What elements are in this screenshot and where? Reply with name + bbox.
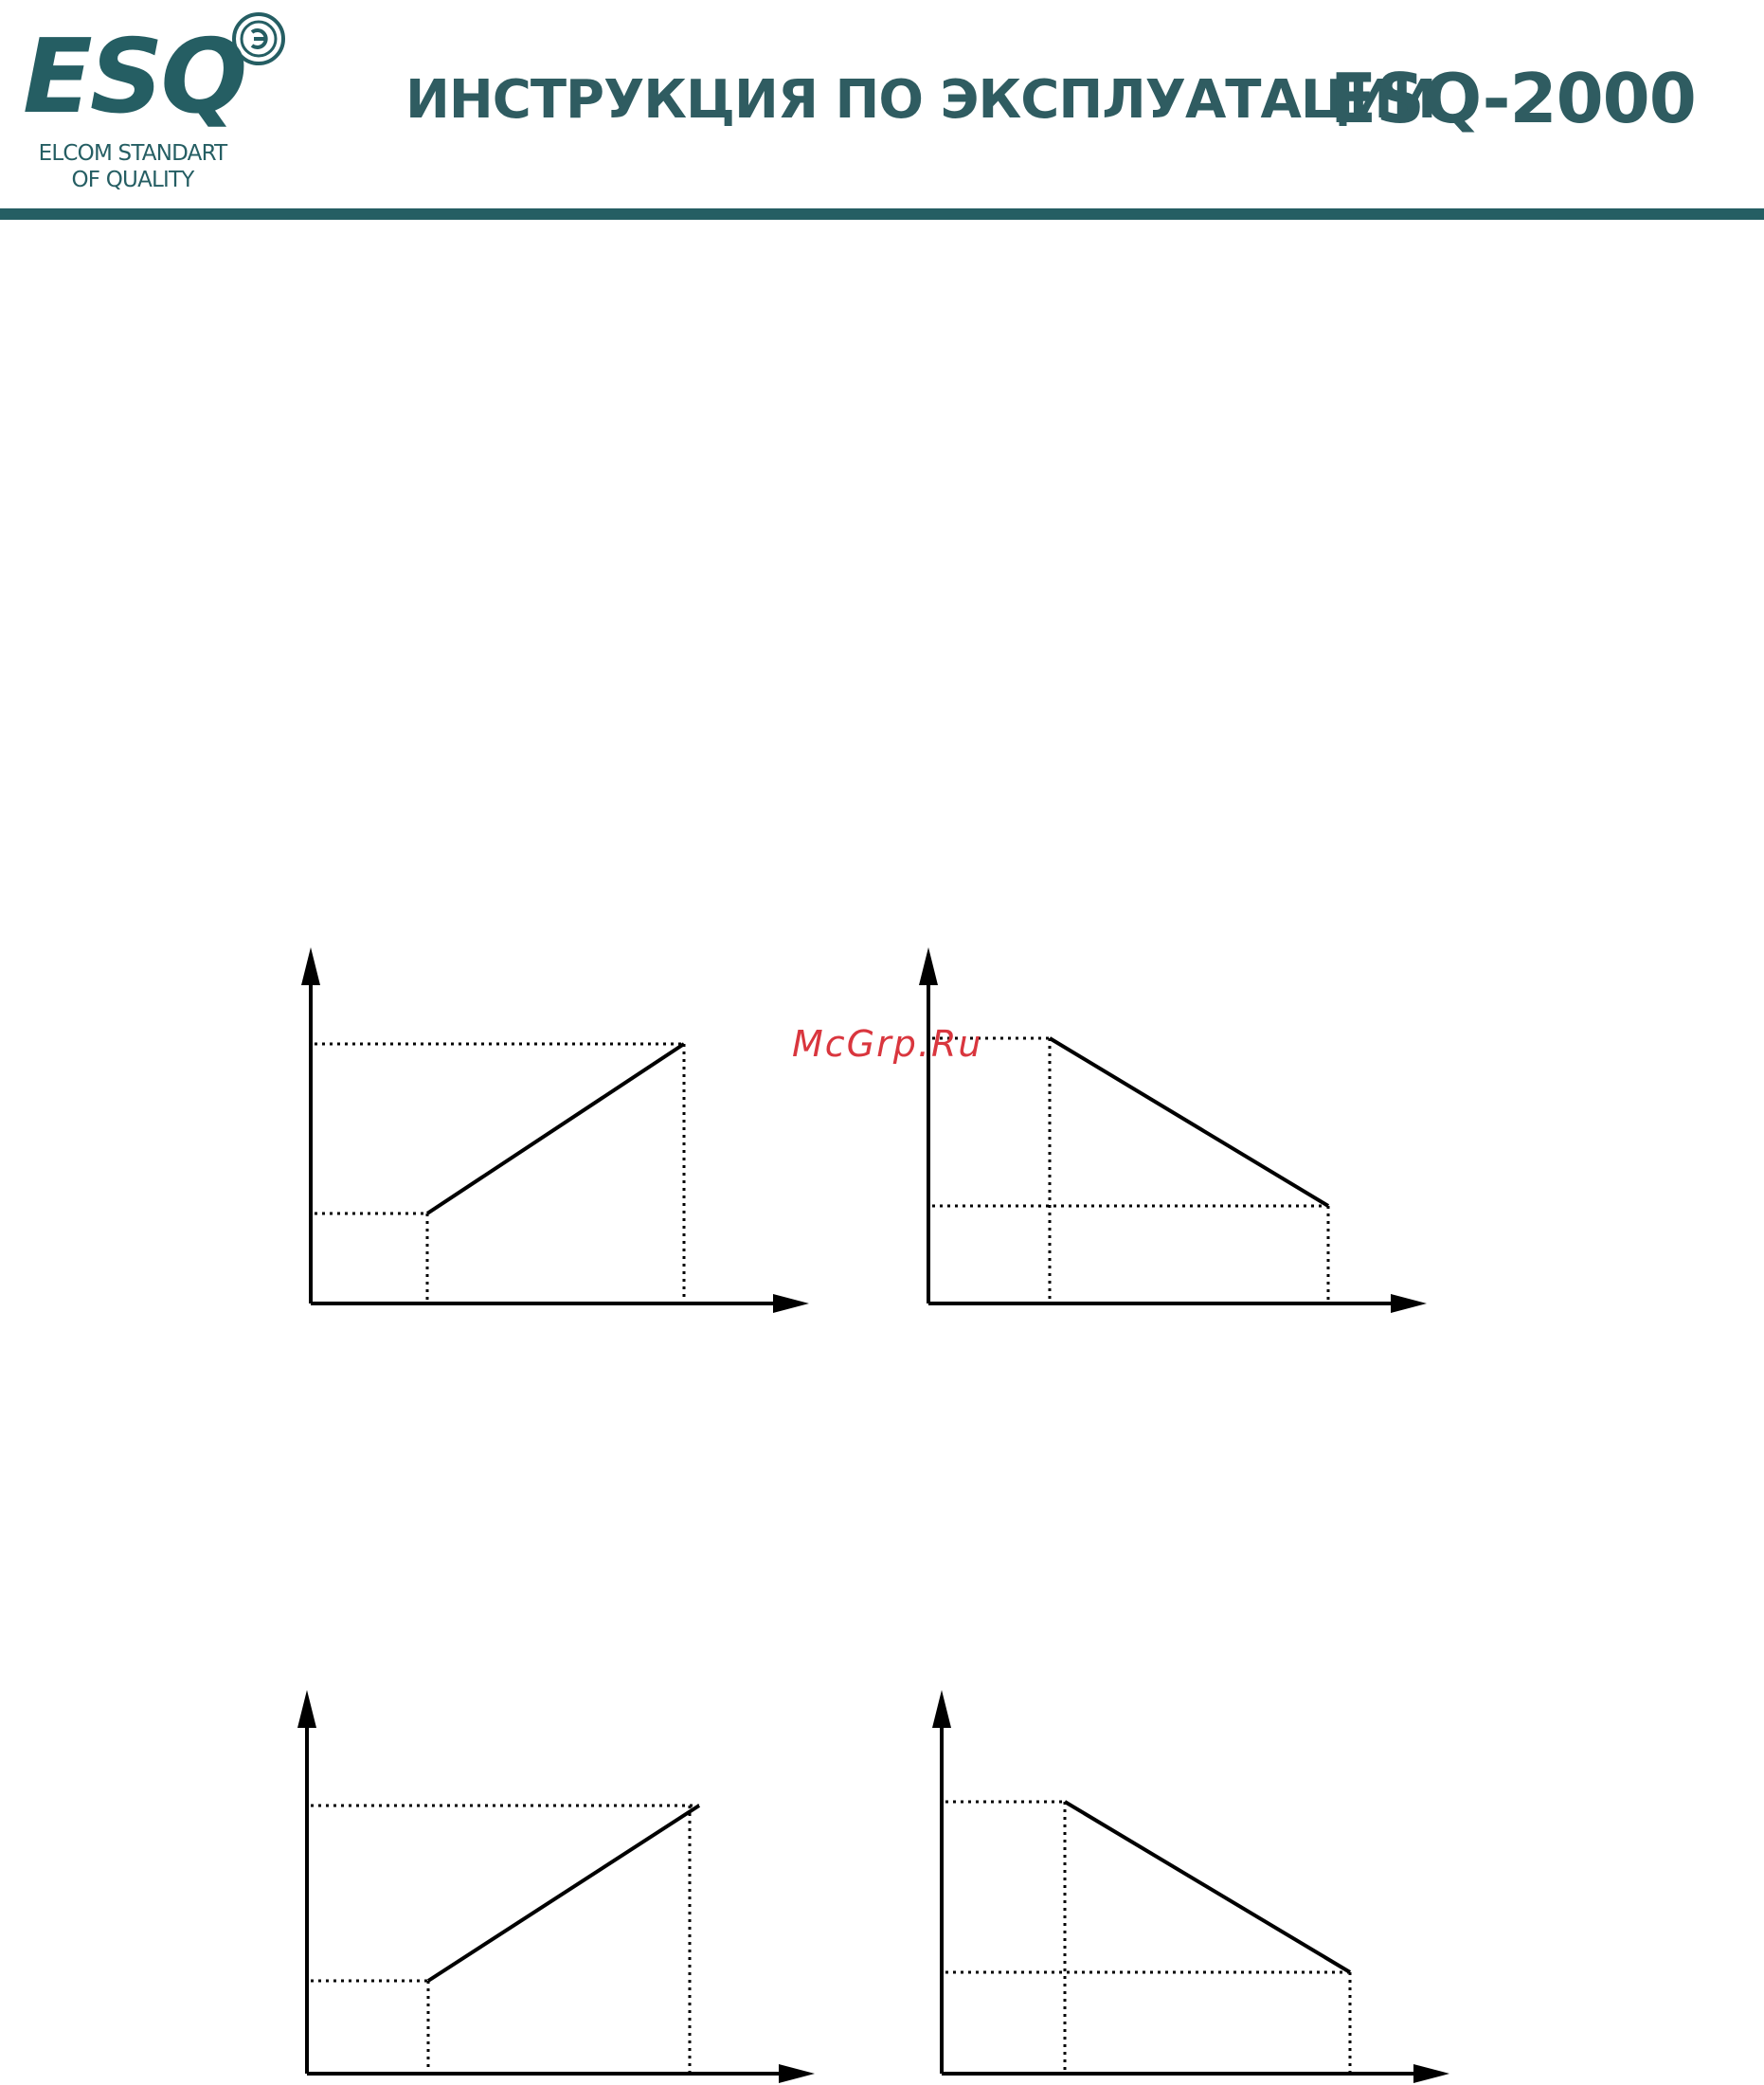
y-axis-arrow [919, 947, 938, 985]
x-axis-arrow [779, 2064, 815, 2083]
characteristic-line [428, 1806, 699, 1981]
x-axis-arrow [1391, 1294, 1427, 1313]
registered-seal-icon [231, 11, 286, 66]
brand-tagline-line2: OF QUALITY [71, 168, 194, 192]
graph-bottom-right [925, 1690, 1455, 2085]
y-axis-arrow [932, 1690, 951, 1728]
x-axis-arrow [1413, 2064, 1449, 2083]
model-name: ESQ-2000 [1330, 59, 1696, 138]
y-axis-arrow [301, 947, 320, 985]
header-divider [0, 208, 1764, 220]
characteristic-line [1050, 1038, 1328, 1206]
characteristic-line [427, 1044, 684, 1213]
brand-tagline-line1: ELCOM STANDART [38, 141, 227, 166]
x-axis-arrow [773, 1294, 809, 1313]
graph-top-left-svg [294, 947, 824, 1326]
graph-bottom-left-svg [290, 1690, 820, 2085]
graph-top-right-svg [911, 947, 1442, 1326]
page-header [0, 0, 1764, 220]
graph-top-left [294, 947, 824, 1326]
brand-tagline [23, 140, 243, 193]
graph-bottom-left [290, 1690, 820, 2085]
brand-logo: ESQ [23, 18, 245, 136]
y-axis-arrow [297, 1690, 316, 1728]
characteristic-line [1065, 1802, 1350, 1972]
watermark: McGrp.Ru [792, 1023, 983, 1065]
graph-bottom-right-svg [925, 1690, 1455, 2085]
graph-top-right [911, 947, 1442, 1326]
document-title: ИНСТРУКЦИЯ ПО ЭКСПЛУАТАЦИИ [405, 69, 1436, 131]
